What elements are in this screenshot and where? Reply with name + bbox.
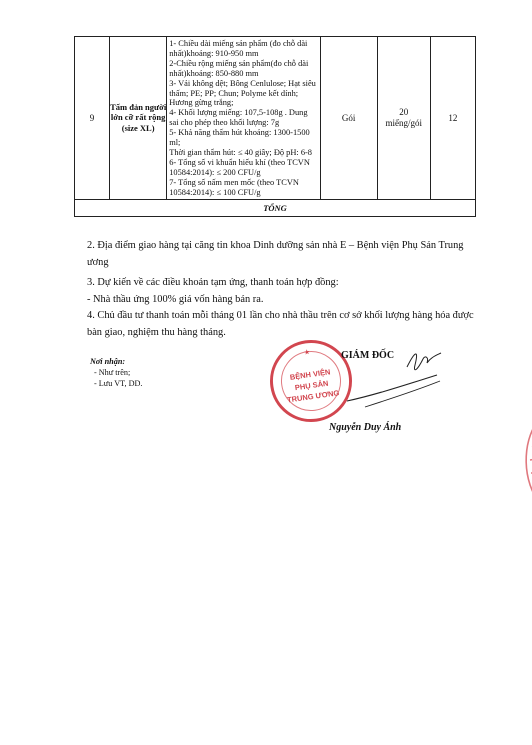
delivery-location-paragraph: 2. Địa điểm giao hàng tại căng tin khoa Dinh dưỡng sản nhà E – Bệnh viện Phụ Sản Trung ương xyxy=(87,240,464,268)
recipients-block xyxy=(90,356,142,389)
signatory-title: GIÁM ĐỐC xyxy=(341,350,395,361)
product-spec-table xyxy=(74,36,476,217)
spec-lines xyxy=(169,39,317,198)
seal-line-2: PHỤ SẢN xyxy=(294,378,329,393)
recipient-item: - Như trên; xyxy=(94,368,131,377)
partial-seal-edge-icon xyxy=(512,415,532,505)
package-qty-cell xyxy=(377,37,430,200)
recipients-title: Nơi nhận: xyxy=(90,357,126,366)
monthly-payment-paragraph: 4. Chủ đầu tư thanh toán mỗi tháng 01 lần cho nhà thầu trên cơ sở khối lượng hàng hóa được bàn giao, nghiệm thu hàng tháng. xyxy=(87,310,474,338)
product-name: Tấm đản người lớn cỡ rất rộng (size XL) xyxy=(110,37,167,200)
spec-line: 10584:2014): ≤ 100 CFU/g xyxy=(169,187,261,197)
unit-cell: Gói xyxy=(320,37,377,200)
recipient-item: - Lưu VT, DD. xyxy=(94,379,143,388)
total-label: TỔNG xyxy=(75,199,476,216)
signer-name: Nguyễn Duy Ánh xyxy=(329,422,402,433)
spec-line: 2-Chiều rộng miếng sản phẩm(đo chỗ dài xyxy=(169,58,309,68)
spec-line: 5- Khả năng thấm hút khoảng: 1300-1500 xyxy=(169,128,310,138)
handwritten-signature xyxy=(345,345,495,415)
spec-line: sai cho phép theo khối lượng: 7g xyxy=(169,118,280,128)
table-row xyxy=(75,37,476,200)
product-spec xyxy=(167,37,320,200)
payment-terms-heading: 3. Dự kiến về các điều khoản tạm ứng, thanh toán hợp đồng: xyxy=(87,277,339,288)
seal-star-icon: ★ xyxy=(303,347,311,357)
total-row xyxy=(75,199,476,216)
spec-line: 10584:2014): ≤ 200 CFU/g xyxy=(169,167,261,177)
hospital-seal-stamp xyxy=(265,335,358,428)
spec-line: 7- Tổng số nấm men mốc (theo TCVN xyxy=(169,177,299,187)
spec-line: ml; xyxy=(169,138,181,148)
spec-line: 3- Vải không dệt; Bông Cenlulose; Hạt siêu xyxy=(169,78,316,88)
seal-line-3: TRUNG ƯƠNG xyxy=(286,388,340,405)
spec-line: Hương gừng trắng; xyxy=(169,98,234,108)
advance-payment-item: - Nhà thầu ứng 100% giá vốn hàng bán ra. xyxy=(87,294,264,305)
package-qty-unit: miếng/gói xyxy=(385,117,423,128)
seal-line-1: BỆNH VIỆN xyxy=(289,367,331,382)
quantity-cell: 12 xyxy=(430,37,475,200)
spec-line: 6- Tổng số vi khuẩn hiếu khí (theo TCVN xyxy=(169,157,310,167)
spec-line: Thời gian thẩm hút: ≤ 40 giây; Độ pH: 6-8 xyxy=(169,147,312,157)
row-number: 9 xyxy=(75,37,110,200)
package-qty-number: 20 xyxy=(399,106,409,117)
spec-line: nhất)khoảng: 850-880 mm xyxy=(169,68,259,78)
spec-line: nhất)khoảng: 910-950 mm xyxy=(169,48,259,58)
spec-line: 4- Khối lượng miếng: 107,5-108g . Dung xyxy=(169,108,308,118)
spec-line: 1- Chiều dài miếng sản phẩm (đo chỗ dài xyxy=(169,39,308,48)
spec-line: thấm; PE; PP; Chun; Polyme kết dính; xyxy=(169,88,299,98)
